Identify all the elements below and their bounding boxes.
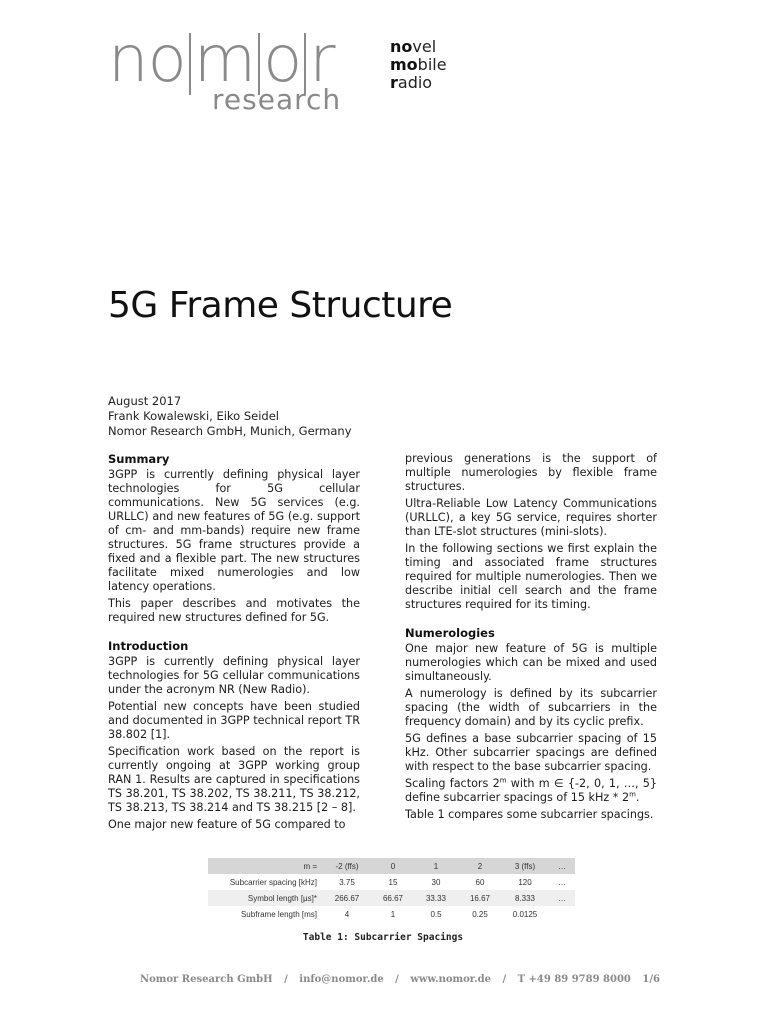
numerologies-paragraph: A numerology is defined by its subcarrier spacing (the width of subcarriers in the frequency domain) and by its cyclic prefix. xyxy=(405,687,657,728)
table-cell: 0.25 xyxy=(459,906,501,922)
logo-letters-3: o xyxy=(263,23,302,97)
logo-letters-2: m xyxy=(193,23,256,97)
table-cell xyxy=(549,906,575,922)
numerologies-scaling-paragraph: Scaling factors 2$^m$ with m ∈ {-2, 0, 1, …, 5} define subcarrier spacings of 15 kHz * 2$^m$. xyxy=(405,776,657,804)
introduction-paragraph: One major new feature of 5G compared to xyxy=(108,818,346,831)
summary-heading: Summary xyxy=(108,452,170,466)
logo-divider xyxy=(189,33,191,95)
introduction-paragraph: previous generations is the support of multiple numerologies by flexible frame structures. xyxy=(405,452,657,493)
table-cell: 66.67 xyxy=(373,890,413,906)
numerologies-paragraph: One major new feature of 5G is multiple numerologies which can be mixed and used simultaneously. xyxy=(405,642,657,683)
nomor-logo xyxy=(108,23,468,120)
tagline-line-2: mobile xyxy=(390,55,447,74)
introduction-continued xyxy=(405,452,657,612)
numerologies-heading: Numerologies xyxy=(405,626,495,640)
footer-email-link[interactable]: info@nomor.de xyxy=(299,974,384,985)
introduction-paragraph: Potential new concepts have been studied and documented in 3GPP technical report TR 38.802 [1]. xyxy=(108,700,360,741)
table-cell: 16.67 xyxy=(459,890,501,906)
table-header-cell: 1 xyxy=(413,858,459,874)
page-footer xyxy=(140,974,660,985)
table-header-row xyxy=(208,858,575,874)
introduction-paragraph: Ultra-Reliable Low Latency Communications (URLLC), a key 5G service, requires shorter than LTE-slot structures (mini-slots). xyxy=(405,497,657,538)
table-header-cell: -2 (ffs) xyxy=(321,858,373,874)
subcarrier-spacing-table xyxy=(208,858,575,922)
footer-website-link[interactable]: www.nomor.de xyxy=(410,974,491,985)
paper-authors: Frank Kowalewski, Eiko Seidel xyxy=(108,409,279,423)
table-row xyxy=(208,906,575,922)
numerologies-paragraph: Table 1 compares some subcarrier spacings. xyxy=(405,808,654,821)
paper-meta xyxy=(108,394,352,439)
page-number: 1/6 xyxy=(642,974,660,985)
introduction-section xyxy=(108,639,360,832)
table-row-label: Symbol length [µs]* xyxy=(208,890,321,906)
table-row xyxy=(208,890,575,906)
introduction-paragraph: Specification work based on the report is currently ongoing at 3GPP working group RAN 1. Results are captured in specifications TS 38.201, TS 38.202, TS 38.211, TS 38.212, TS 38.213, TS 38.214 and TS 38.215 [2 – 8]. xyxy=(108,745,360,814)
table-header-cell: m = xyxy=(208,858,321,874)
tagline-line-3: radio xyxy=(390,73,433,92)
table-cell: 4 xyxy=(321,906,373,922)
table-caption: Table 1: Subcarrier Spacings xyxy=(302,932,464,943)
table-cell: … xyxy=(549,874,575,890)
table-cell: 266.67 xyxy=(321,890,373,906)
summary-paragraph: This paper describes and motivates the required new structures defined for 5G. xyxy=(108,597,360,624)
introduction-paragraph: 3GPP is currently defining physical layer technologies for 5G cellular communications under the acronym NR (New Radio). xyxy=(108,655,360,696)
logo-letters-1: no xyxy=(108,23,186,97)
footer-separator: / xyxy=(502,974,507,985)
logo-wordmark xyxy=(108,23,335,97)
table-cell: 15 xyxy=(373,874,413,890)
table-header-cell: 3 (ffs) xyxy=(501,858,549,874)
summary-section xyxy=(108,452,360,625)
table-row xyxy=(208,874,575,890)
footer-separator: / xyxy=(395,974,399,985)
table-cell: 120 xyxy=(501,874,549,890)
logo-tagline xyxy=(390,38,447,92)
summary-paragraph: 3GPP is currently defining physical layer technologies for 5G cellular communications. New 5G services (e.g. URLLC) and new features of 5G (e.g. support of cm- and mm-bands) require new frame structures. 5G frame structures provide a fixed and a flexible part. The new structures facilitate mixed numerologies and low latency operations. xyxy=(108,468,360,593)
logo-letters-4: r xyxy=(309,23,335,97)
introduction-heading: Introduction xyxy=(108,639,189,653)
table-cell: 3.75 xyxy=(321,874,373,890)
table-cell: 30 xyxy=(413,874,459,890)
introduction-paragraph: In the following sections we first explain the timing and associated frame structures required for multiple numerologies. Then we describe initial cell search and the frame structures required for its timing. xyxy=(405,542,657,611)
paper-date: August 2017 xyxy=(108,394,182,408)
footer-company: Nomor Research GmbH xyxy=(140,974,273,985)
footer-separator: / xyxy=(284,974,288,985)
table-cell: 0.0125 xyxy=(501,906,549,922)
table-cell: 1 xyxy=(373,906,413,922)
paper-affiliation: Nomor Research GmbH, Munich, Germany xyxy=(108,424,352,438)
paper-title: 5G Frame Structure xyxy=(108,285,453,326)
table-header-cell: 2 xyxy=(459,858,501,874)
table-cell: 60 xyxy=(459,874,501,890)
logo-research: research xyxy=(212,83,342,116)
numerologies-paragraph: 5G defines a base subcarrier spacing of 15 kHz. Other subcarrier spacings are defined with respect to the base subcarrier spacing. xyxy=(405,732,657,773)
table-cell: … xyxy=(549,890,575,906)
table-row-label: Subcarrier spacing [kHz] xyxy=(208,874,321,890)
numerologies-section xyxy=(405,626,657,822)
table-cell: 33.33 xyxy=(413,890,459,906)
tagline-line-1: novel xyxy=(390,37,437,56)
footer-phone: T +49 89 9789 8000 xyxy=(517,974,631,985)
left-column xyxy=(108,452,360,835)
table-cell: 0.5 xyxy=(413,906,459,922)
right-column xyxy=(405,452,657,825)
table-row-label: Subframe length [ms] xyxy=(208,906,321,922)
table-header-cell: … xyxy=(549,858,575,874)
table-header-cell: 0 xyxy=(373,858,413,874)
table-cell: 8.333 xyxy=(501,890,549,906)
